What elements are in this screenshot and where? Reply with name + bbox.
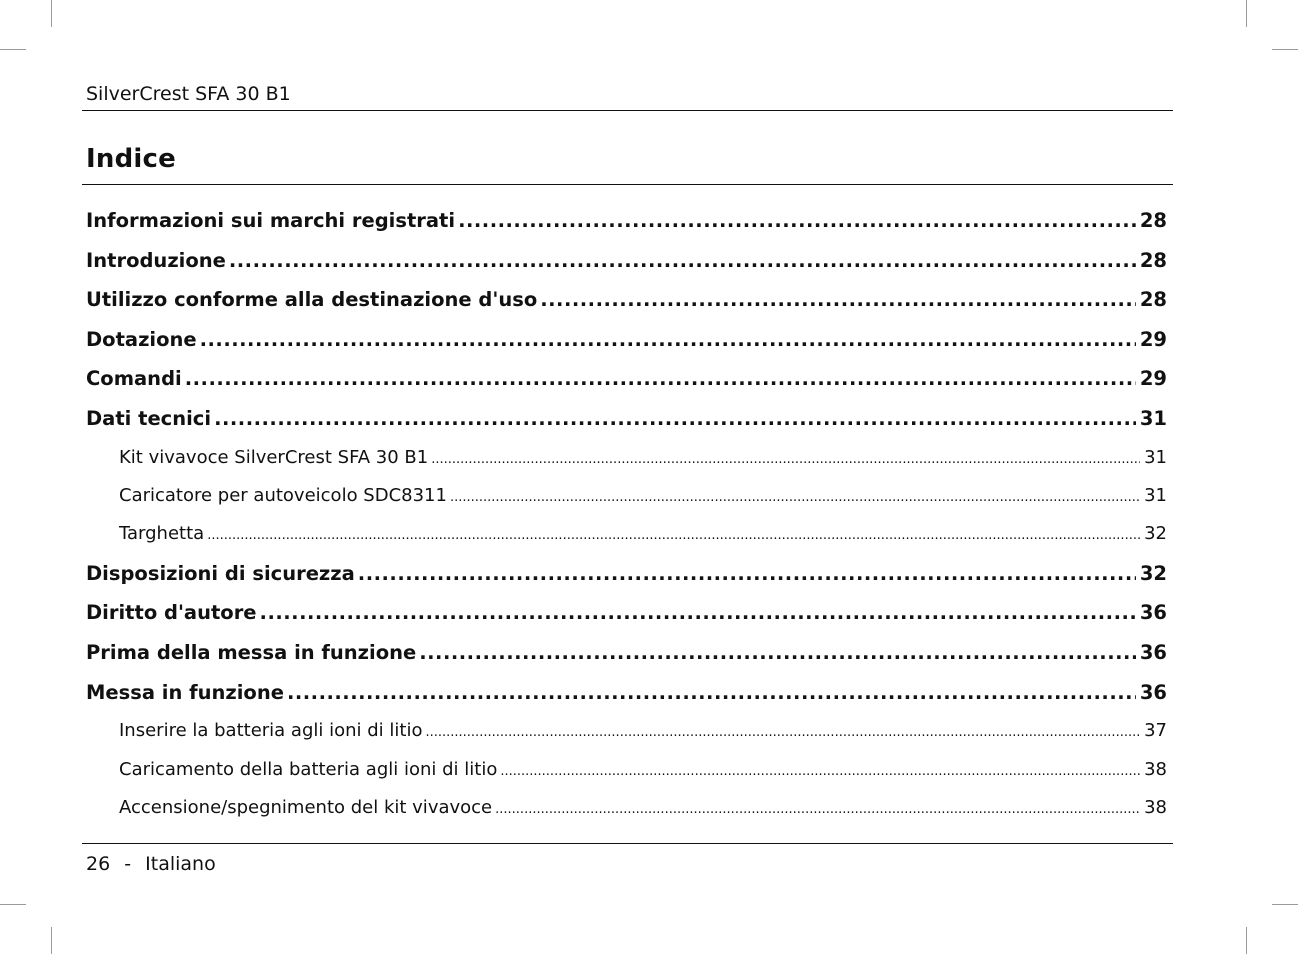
title-rule [82, 184, 1173, 185]
toc-subentry[interactable] [86, 789, 1167, 827]
toc-entry-label: Utilizzo conforme alla destinazione d'uso [86, 288, 538, 312]
toc-entry-page: 38 [1144, 758, 1167, 780]
toc-entry-page: 32 [1139, 561, 1167, 585]
toc-leader-dots [229, 241, 1136, 281]
toc-entry-label: Messa in funzione [86, 680, 284, 704]
header-rule [82, 110, 1173, 111]
toc-leader-dots [425, 714, 1140, 750]
toc-entry[interactable] [86, 241, 1167, 281]
toc-entry-label: Disposizioni di sicurezza [86, 561, 355, 585]
toc-entry[interactable] [86, 554, 1167, 594]
toc-leader-dots [185, 359, 1136, 399]
toc-subentry[interactable] [86, 712, 1167, 750]
toc-entry-page: 29 [1139, 327, 1167, 351]
crop-mark [1246, 927, 1247, 954]
toc-entry-page: 31 [1144, 446, 1167, 468]
crop-mark [51, 927, 52, 954]
toc-entry[interactable] [86, 673, 1167, 713]
toc-entry-page: 31 [1144, 484, 1167, 506]
footer-separator: - [124, 853, 132, 875]
toc-entry[interactable] [86, 280, 1167, 320]
toc-leader-dots [450, 479, 1140, 515]
toc-entry[interactable] [86, 201, 1167, 241]
toc-leader-dots [260, 593, 1136, 633]
toc-entry-page: 28 [1139, 248, 1167, 272]
toc-leader-dots [214, 399, 1136, 439]
toc-entry-label: Diritto d'autore [86, 601, 257, 625]
toc-leader-dots [287, 673, 1136, 713]
toc-entry[interactable] [86, 359, 1167, 399]
toc-entry-label: Comandi [86, 367, 182, 391]
toc-entry-label: Targhetta [119, 523, 205, 545]
toc-entry[interactable] [86, 633, 1167, 673]
toc-entry[interactable] [86, 593, 1167, 633]
toc-entry-page: 32 [1144, 523, 1167, 545]
page-number: 26 [86, 853, 111, 875]
page-title: Indice [86, 144, 176, 174]
toc-entry-page: 38 [1144, 796, 1167, 818]
toc-entry-label: Introduzione [86, 248, 226, 272]
toc-leader-dots [500, 753, 1140, 789]
toc-entry-page: 28 [1139, 288, 1167, 312]
footer-rule [82, 843, 1173, 844]
toc-entry-label: Caricatore per autoveicolo SDC8311 [119, 484, 447, 506]
toc-entry-page: 36 [1139, 680, 1167, 704]
running-header: SilverCrest SFA 30 B1 [86, 83, 291, 105]
crop-mark [0, 49, 26, 50]
toc-entry[interactable] [86, 399, 1167, 439]
toc-leader-dots [458, 201, 1136, 241]
toc-leader-dots [358, 554, 1136, 594]
toc-leader-dots [540, 280, 1136, 320]
crop-mark [1246, 0, 1247, 27]
toc-entry-page: 37 [1144, 720, 1167, 742]
toc-leader-dots [431, 441, 1140, 477]
crop-mark [51, 0, 52, 27]
toc-subentry[interactable] [86, 439, 1167, 477]
toc-entry-page: 31 [1139, 406, 1167, 430]
toc-entry-label: Caricamento della batteria agli ioni di litio [119, 758, 498, 780]
crop-mark [1272, 904, 1298, 905]
toc-entry-label: Accensione/spegnimento del kit vivavoce [119, 796, 493, 818]
toc-entry[interactable] [86, 320, 1167, 360]
page-footer [86, 853, 216, 875]
toc-subentry[interactable] [86, 751, 1167, 789]
toc-entry-page: 29 [1139, 367, 1167, 391]
toc-subentry[interactable] [86, 477, 1167, 515]
crop-mark [1272, 49, 1298, 50]
toc-leader-dots [495, 791, 1140, 827]
crop-mark [0, 904, 26, 905]
toc-entry-label: Prima della messa in funzione [86, 640, 417, 664]
toc-leader-dots [207, 517, 1140, 553]
toc-entry-label: Kit vivavoce SilverCrest SFA 30 B1 [119, 446, 429, 468]
toc-subentry[interactable] [86, 515, 1167, 553]
toc-entry-page: 36 [1139, 601, 1167, 625]
toc-entry-label: Inserire la batteria agli ioni di litio [119, 720, 423, 742]
toc-entry-label: Dotazione [86, 327, 197, 351]
footer-language: Italiano [145, 853, 216, 875]
toc-leader-dots [200, 320, 1136, 360]
toc-entry-page: 36 [1139, 640, 1167, 664]
table-of-contents [86, 201, 1167, 827]
toc-entry-page: 28 [1139, 209, 1167, 232]
toc-entry-label: Informazioni sui marchi registrati [86, 209, 456, 232]
toc-entry-label: Dati tecnici [86, 406, 212, 430]
toc-leader-dots [419, 633, 1136, 673]
